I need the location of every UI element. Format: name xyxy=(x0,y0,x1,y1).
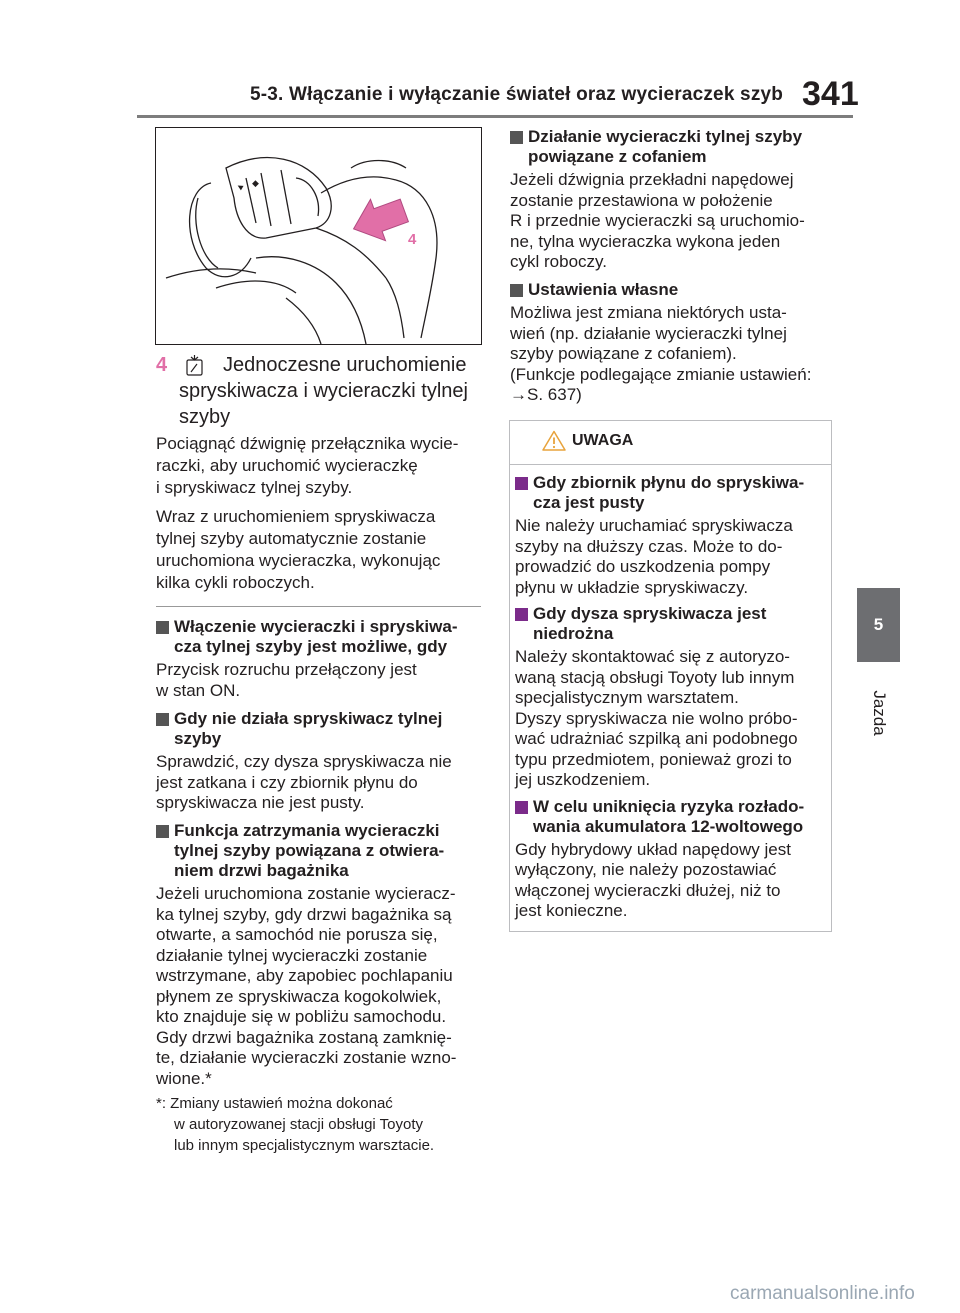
heading-line: szyby xyxy=(174,729,222,748)
footnote-line: lub innym specjalistycznym warsztacie. xyxy=(174,1137,435,1154)
heading-line: W celu uniknięcia ryzyka rozłado- xyxy=(533,796,805,816)
text-line: Należy skontaktować się z autoryzo- xyxy=(515,647,790,666)
info-heading xyxy=(156,709,481,749)
text-line: wstrzymane, aby zapobiec pochlapaniu xyxy=(156,966,453,985)
square-bullet-icon xyxy=(156,825,169,838)
text-line: wyłączony, nie należy pozostawiać xyxy=(515,860,777,879)
caution-header xyxy=(510,421,831,461)
heading-line: Gdy nie działa spryskiwacz tylnej xyxy=(174,709,443,728)
heading-line: niem drzwi bagażnika xyxy=(174,861,349,880)
text-line: wać udrażniać szpilką ani podobnego xyxy=(515,729,798,748)
text-line: wione.* xyxy=(156,1068,212,1088)
square-bullet-icon xyxy=(156,713,169,726)
heading-line: cza jest pusty xyxy=(533,493,645,512)
text-line: tylnej szyby automatycznie zostanie xyxy=(156,529,427,548)
text-line: Gdy hybrydowy układ napędowy jest xyxy=(515,839,791,859)
heading-line: wania akumulatora 12-woltowego xyxy=(533,816,804,836)
heading-line: powiązane z cofaniem xyxy=(528,147,707,166)
text-line: Przycisk rozruchu przełączony jest xyxy=(156,660,417,679)
text-line: Pociągnąć dźwignię przełącznika wycie- xyxy=(156,434,459,453)
text-line: Dyszy spryskiwacza nie wolno próbo- xyxy=(515,708,798,728)
text-line: płynu w układzie spryskiwaczy. xyxy=(515,577,749,597)
text-line: prowadzić do uszkodzenia pompy xyxy=(515,557,771,576)
square-bullet-icon xyxy=(510,131,523,144)
info-heading xyxy=(156,617,481,657)
heading-line: Gdy zbiornik płynu do spryskiwa- xyxy=(533,473,805,492)
square-bullet-icon xyxy=(510,284,523,297)
heading-line: niedrożna xyxy=(533,624,614,643)
text-line: uruchomiona wycieraczka, wykonując xyxy=(156,551,441,570)
heading-line: Ustawienia własne xyxy=(528,280,679,299)
watermark: carmanualsonline.info xyxy=(730,1283,915,1304)
text-line: Jeżeli dźwignia przekładni napędowej xyxy=(510,170,794,189)
text-line: kto znajduje się w pobliżu samochodu. xyxy=(156,1007,447,1026)
warning-triangle-icon xyxy=(542,430,566,451)
text-line: cykl roboczy. xyxy=(510,252,607,271)
text-line: włączonej wycieraczki dłużej, niż to xyxy=(515,880,781,900)
text-line: Sprawdzić, czy dysza spryskiwacza nie xyxy=(156,752,452,771)
info-heading xyxy=(156,821,481,881)
info-section-2 xyxy=(156,709,481,814)
text-line: raczki, aby uruchomić wycieraczkę xyxy=(156,456,418,475)
info-section-custom xyxy=(510,280,832,406)
text-line: Gdy drzwi bagażnika zostaną zamknię- xyxy=(156,1027,452,1047)
text-line: otwarte, a samochód nie porusza się, xyxy=(156,925,438,944)
text-line: Nie należy uruchamiać spryskiwacza xyxy=(515,516,793,535)
footnote xyxy=(156,1093,481,1156)
caution-body xyxy=(515,473,823,922)
figure-callout: 4 xyxy=(408,231,417,248)
text-line: jej uszkodzeniem. xyxy=(515,770,651,789)
text-line: szyby na dłuższy czas. Może to do- xyxy=(515,536,783,556)
caution-divider xyxy=(510,464,831,465)
square-bullet-icon xyxy=(515,477,528,490)
section-divider xyxy=(156,606,481,607)
text-line: Możliwa jest zmiana niektórych usta- xyxy=(510,303,787,322)
square-bullet-icon xyxy=(515,608,528,621)
step-title-line2: spryskiwacza i wycieraczki tylnej xyxy=(179,380,468,402)
arrow-icon: → xyxy=(510,385,527,404)
text-line: kilka cykli roboczych. xyxy=(156,573,315,592)
text-line: specjalistycznym warsztatem. xyxy=(515,688,739,707)
info-heading xyxy=(510,127,832,167)
caution-heading xyxy=(515,604,823,644)
svg-text:◆: ◆ xyxy=(252,178,259,188)
text-line: typu przedmiotem, ponieważ grozi to xyxy=(515,749,792,769)
info-section-3 xyxy=(156,821,481,1089)
text-line: jest konieczne. xyxy=(515,901,628,920)
text-line: ka tylnej szyby, gdy drzwi bagażnika są xyxy=(156,904,452,924)
text-line: płynem ze spryskiwacza kogokolwiek, xyxy=(156,986,442,1006)
text-line: te, działanie wycieraczki zostanie wzno- xyxy=(156,1048,457,1067)
header-divider xyxy=(137,115,853,118)
caution-label: UWAGA xyxy=(572,432,634,449)
wiper-lever-drawing xyxy=(156,128,481,344)
heading-line: Działanie wycieraczki tylnej szyby xyxy=(528,127,803,146)
page-number: 341 xyxy=(802,75,859,113)
text-line: Wraz z uruchomieniem spryskiwacza xyxy=(156,507,436,526)
info-heading xyxy=(510,280,832,300)
text-line: i spryskiwacz tylnej szyby. xyxy=(156,478,353,497)
caution-heading xyxy=(515,473,823,513)
footnote-line: w autoryzowanej stacji obsługi Toyoty xyxy=(174,1116,424,1133)
text-line: R i przednie wycieraczki są uruchomio- xyxy=(510,211,805,230)
caution-box xyxy=(509,420,832,932)
step-title-line3: szyby xyxy=(179,406,231,428)
text-line: ne, tylna wycieraczka wykona jeden xyxy=(510,231,781,251)
step-paragraph-1 xyxy=(156,433,481,499)
text-line: wień (np. działanie wycieraczki tylnej xyxy=(510,323,787,343)
text-line: w stan ON. xyxy=(156,680,241,700)
text-line: spryskiwacza nie jest pusty. xyxy=(156,793,365,812)
step-title-line1: Jednoczesne uruchomienie xyxy=(223,354,467,376)
text-line xyxy=(510,385,832,406)
heading-line: Funkcja zatrzymania wycieraczki xyxy=(174,821,440,840)
heading-line: tylnej szyby powiązana z otwiera- xyxy=(174,841,445,860)
square-bullet-icon xyxy=(156,621,169,634)
text-line: działanie tylnej wycieraczki zostanie xyxy=(156,945,428,965)
heading-line: Włączenie wycieraczki i spryskiwa- xyxy=(174,617,458,636)
text-line: Jeżeli uruchomiona zostanie wycieracz- xyxy=(156,884,456,903)
chapter-tab xyxy=(857,588,900,662)
text-line: zostanie przestawiona w położenie xyxy=(510,190,773,210)
page-reference-link[interactable]: S. 637) xyxy=(527,385,582,404)
rear-washer-icon xyxy=(185,354,204,376)
svg-text:▲: ▲ xyxy=(233,180,247,193)
step-paragraph-2 xyxy=(156,506,481,594)
info-section-1 xyxy=(156,617,481,701)
section-title: 5-3. Włączanie i wyłączanie świateł oraz wycieraczek szyb xyxy=(250,84,784,105)
text-line: waną stacją obsługi Toyoty lub innym xyxy=(515,667,795,687)
heading-line: cza tylnej szyby jest możliwe, gdy xyxy=(174,637,448,656)
square-bullet-icon xyxy=(515,801,528,814)
chapter-label-text: Jazda xyxy=(869,690,889,736)
caution-heading xyxy=(515,797,823,837)
step-heading xyxy=(156,352,481,430)
heading-line: Gdy dysza spryskiwacza jest xyxy=(533,604,767,623)
text-line: (Funkcje podlegające zmianie ustawień: xyxy=(510,364,812,384)
text-line: jest zatkana i czy zbiornik płynu do xyxy=(156,772,418,792)
chapter-number: 5 xyxy=(873,615,884,634)
footnote-line: *: Zmiany ustawień można dokonać xyxy=(156,1095,393,1112)
chapter-label xyxy=(857,673,900,753)
info-section-reverse xyxy=(510,127,832,273)
step-number: 4 xyxy=(156,354,168,376)
text-line: szyby powiązane z cofaniem). xyxy=(510,344,737,363)
wiper-lever-illustration xyxy=(155,127,482,345)
